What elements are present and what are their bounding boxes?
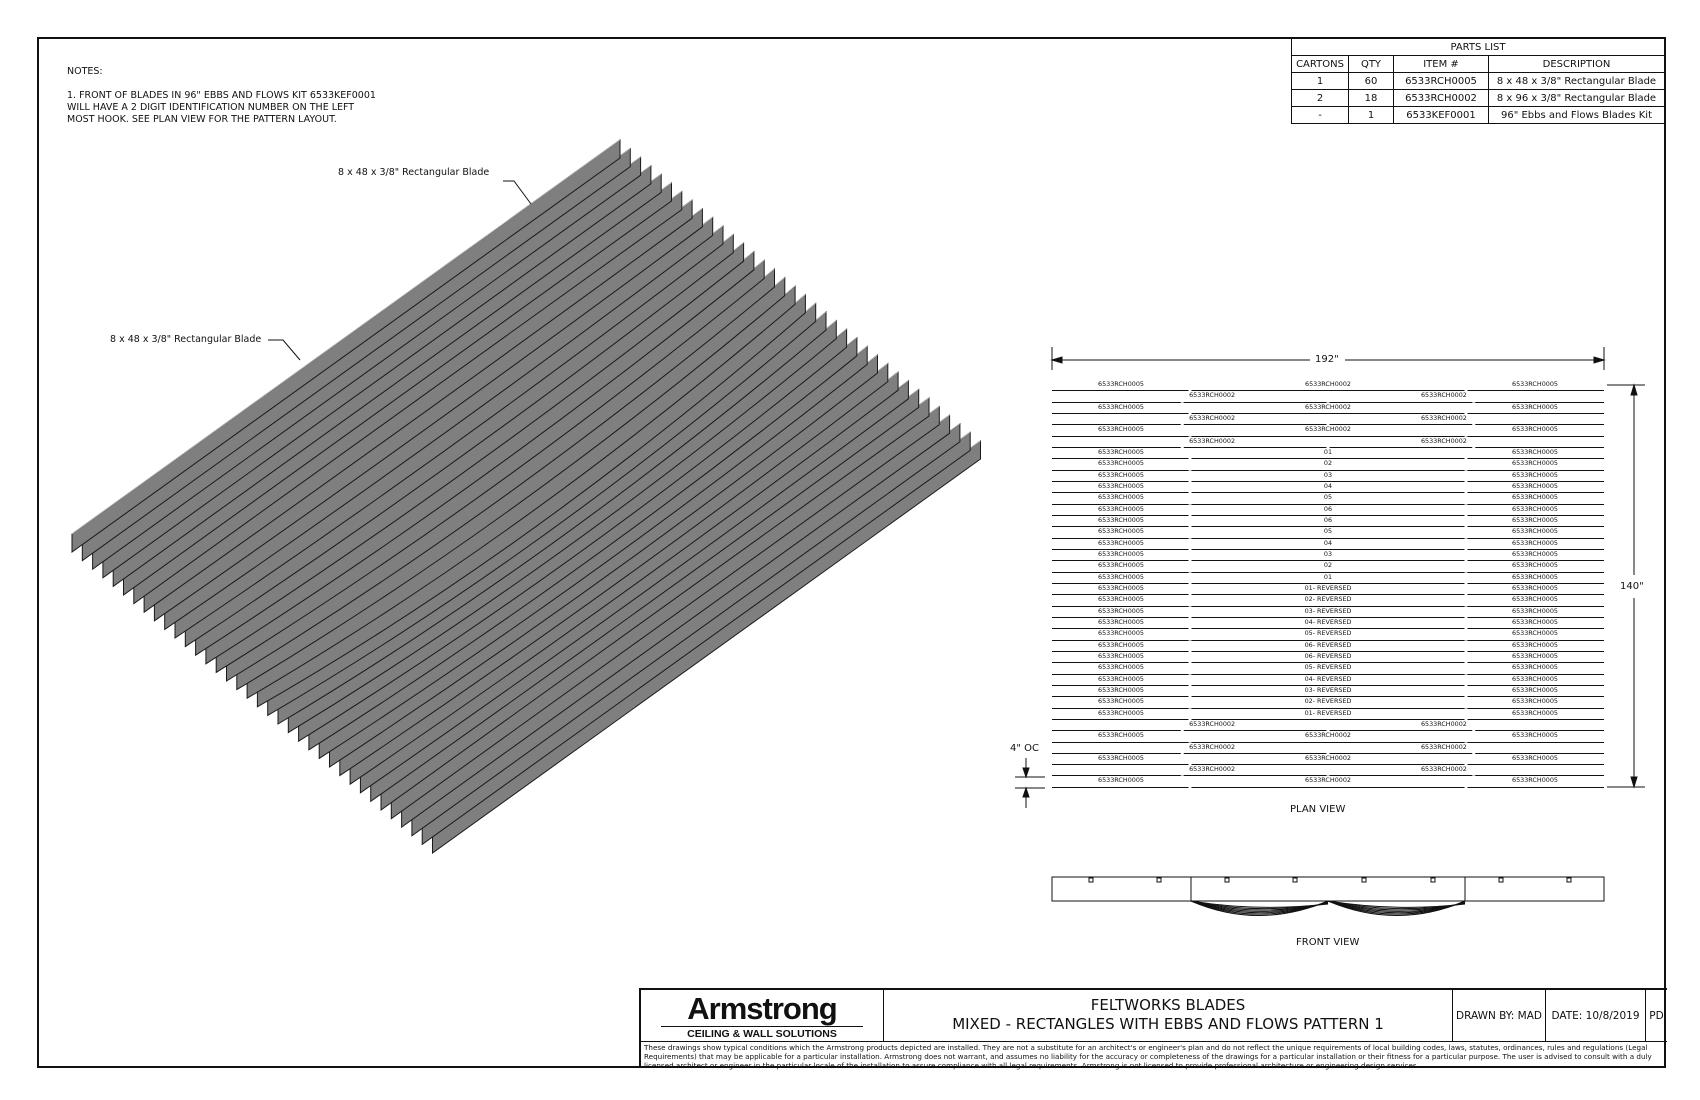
plan-row-label: 6533RCH0005 [1512, 583, 1558, 592]
plan-row-label: 6533RCH0005 [1512, 447, 1558, 456]
plan-row-label: 6533RCH0005 [1098, 651, 1144, 660]
plan-row-label: 6533RCH0005 [1512, 425, 1558, 434]
plan-row-label: 6533RCH0005 [1512, 617, 1558, 626]
plan-row-label: 6533RCH0005 [1098, 402, 1144, 411]
plan-height-dimension: 140" [1620, 581, 1644, 592]
plan-row-label: 6533RCH0002 [1420, 719, 1467, 728]
plan-row-label: 6533RCH0005 [1512, 470, 1558, 479]
plan-row-label: 06- REVERSED [1304, 651, 1352, 660]
title-line-1: FELTWORKS BLADES [1090, 996, 1246, 1014]
plan-row-label: 6533RCH0005 [1098, 481, 1144, 490]
disclaimer: These drawings show typical conditions which the Armstrong products depicted are installed. They are not a substitute for an architect's or engineer's plan and do not reflect the unique requirements of local building codes, laws, statutes, ordinances, rules and regulations (Legal Requirements) that may be applicable for a particular installation. Armstrong does not warrant, and assumes no liability for the accuracy or completeness of the drawings for a particular installation or their fitness for a particular purpose. The user is advised to consult with a duly licensed architect or engineer in the particular locale of the installation to assure compliance with all legal requirements. Armstrong is not licensed to provide professional architecture or engineering design services. [641, 1041, 1667, 1071]
cell: 2 [1292, 90, 1349, 107]
plan-row-label: 05- REVERSED [1304, 629, 1352, 638]
plan-row-label: 01- REVERSED [1304, 708, 1352, 717]
plan-row-label: 6533RCH0005 [1098, 459, 1144, 468]
plan-row-label: 6533RCH0005 [1098, 538, 1144, 547]
plan-row-label: 6533RCH0002 [1305, 380, 1351, 388]
cell: 8 x 96 x 3/8" Rectangular Blade [1489, 90, 1665, 107]
plan-row-label: 6533RCH0002 [1305, 731, 1351, 740]
plan-row-label: 6533RCH0005 [1098, 470, 1144, 479]
plan-row-label: 6533RCH0005 [1098, 561, 1144, 570]
plan-row-label: 6533RCH0005 [1512, 549, 1558, 558]
front-view-label: FRONT VIEW [1296, 937, 1360, 948]
plan-row-label: 6533RCH0002 [1305, 425, 1351, 434]
plan-row-label: 6533RCH0005 [1098, 527, 1144, 536]
plan-row-label: 6533RCH0005 [1098, 708, 1144, 717]
plan-row-label: 6533RCH0005 [1098, 685, 1144, 694]
front-hook [1362, 878, 1366, 882]
plan-row-label: 6533RCH0002 [1305, 402, 1351, 411]
note-line: MOST HOOK. SEE PLAN VIEW FOR THE PATTERN LAYOUT. [67, 114, 337, 125]
plan-width-dimension: 192" [1315, 354, 1339, 365]
plan-row-label: 6533RCH0005 [1512, 380, 1558, 388]
plan-row-label: 01- REVERSED [1304, 583, 1352, 592]
plan-row-label: 6533RCH0005 [1098, 493, 1144, 502]
plan-row-label: 6533RCH0005 [1512, 708, 1558, 717]
logo-wordmark: Armstrong [687, 991, 837, 1026]
plan-row-label: 6533RCH0002 [1305, 753, 1351, 762]
plan-row-label: 6533RCH0005 [1098, 674, 1144, 683]
plan-row-label: 6533RCH0005 [1512, 685, 1558, 694]
plan-row-label: 6533RCH0002 [1189, 765, 1236, 774]
title-block [639, 988, 1667, 1068]
plan-row-label: 6533RCH0005 [1098, 583, 1144, 592]
cell: 6533RCH0005 [1394, 73, 1489, 90]
plan-row-label: 06 [1323, 515, 1333, 524]
plan-row-label: 6533RCH0005 [1512, 595, 1558, 604]
code: PD [1649, 1009, 1664, 1022]
plan-row-label: 6533RCH0005 [1098, 640, 1144, 649]
plan-row-label: 04 [1323, 481, 1333, 490]
plan-row-label: 6533RCH0005 [1098, 753, 1144, 762]
note-line: WILL HAVE A 2 DIGIT IDENTIFICATION NUMBER ON THE LEFT [67, 102, 355, 113]
plan-row-label: 03 [1323, 549, 1333, 558]
col-header: DESCRIPTION [1489, 56, 1665, 73]
plan-row-label: 6533RCH0005 [1512, 731, 1558, 740]
col-header: QTY [1349, 56, 1394, 73]
parts-list-title: PARTS LIST [1292, 39, 1665, 56]
plan-row-label: 6533RCH0005 [1512, 402, 1558, 411]
plan-row-label: 01 [1323, 447, 1333, 456]
plan-row-label: 6533RCH0005 [1098, 515, 1144, 524]
plan-row-label: 04- REVERSED [1304, 617, 1352, 626]
plan-row-label: 6533RCH0002 [1420, 391, 1467, 400]
plan-row-label: 6533RCH0005 [1512, 674, 1558, 683]
plan-view-label: PLAN VIEW [1290, 804, 1346, 815]
note-line: 1. FRONT OF BLADES IN 96" EBBS AND FLOWS KIT 6533KEF0001 [67, 90, 376, 101]
plan-row-label: 6533RCH0005 [1098, 425, 1144, 434]
plan-row-label: 6533RCH0002 [1189, 436, 1236, 445]
callout-left-blade: 8 x 48 x 3/8" Rectangular Blade [110, 334, 262, 345]
plan-row-label: 01 [1323, 572, 1333, 581]
plan-row-label: 6533RCH0002 [1189, 719, 1236, 728]
plan-row-label: 6533RCH0005 [1098, 549, 1144, 558]
front-hook [1157, 878, 1161, 882]
front-hook [1225, 878, 1229, 882]
plan-row-label: 6533RCH0005 [1098, 629, 1144, 638]
date: DATE: 10/8/2019 [1546, 990, 1646, 1041]
plan-row-label: 06- REVERSED [1304, 640, 1352, 649]
plan-row-label: 6533RCH0005 [1512, 515, 1558, 524]
callout-top-blade: 8 x 48 x 3/8" Rectangular Blade [338, 167, 490, 178]
plan-row-label: 02- REVERSED [1304, 697, 1352, 706]
plan-row-label: 02 [1323, 561, 1333, 570]
plan-row-label: 05 [1323, 493, 1333, 502]
cell: 1 [1349, 107, 1394, 124]
plan-row-label: 02 [1323, 459, 1333, 468]
plan-row-label: 6533RCH0002 [1420, 413, 1467, 422]
plan-spacing-dimension: 4" OC [1010, 743, 1039, 754]
plan-row-label: 6533RCH0005 [1512, 572, 1558, 581]
plan-row-label: 6533RCH0005 [1098, 572, 1144, 581]
front-hook [1431, 878, 1435, 882]
front-hook [1089, 878, 1093, 882]
front-hook [1499, 878, 1503, 882]
plan-row-label: 6533RCH0002 [1420, 436, 1467, 445]
plan-row-label: 6533RCH0005 [1512, 697, 1558, 706]
plan-row-label: 6533RCH0005 [1098, 447, 1144, 456]
plan-row-label: 6533RCH0002 [1420, 742, 1467, 751]
plan-row-label: 6533RCH0005 [1512, 481, 1558, 490]
plan-row-label: 6533RCH0005 [1098, 663, 1144, 672]
plan-row-label: 6533RCH0002 [1189, 391, 1236, 400]
plan-row-label: 6533RCH0005 [1512, 776, 1558, 785]
plan-row-label: 03 [1323, 470, 1333, 479]
cell: 96" Ebbs and Flows Blades Kit [1489, 107, 1665, 124]
plan-row-label: 03- REVERSED [1304, 606, 1352, 615]
cell: 6533RCH0002 [1394, 90, 1489, 107]
col-header: ITEM # [1394, 56, 1489, 73]
cell: 1 [1292, 73, 1349, 90]
plan-row-label: 6533RCH0005 [1098, 617, 1144, 626]
logo-subtitle: CEILING & WALL SOLUTIONS [661, 1026, 863, 1040]
col-header: CARTONS [1292, 56, 1349, 73]
plan-row-label: 6533RCH0002 [1189, 413, 1236, 422]
plan-row-label: 03- REVERSED [1304, 685, 1352, 694]
plan-row-label: 6533RCH0002 [1420, 765, 1467, 774]
plan-row-label: 6533RCH0005 [1098, 595, 1144, 604]
front-hook [1567, 878, 1571, 882]
plan-row-label: 6533RCH0005 [1512, 493, 1558, 502]
plan-row-label: 6533RCH0002 [1189, 742, 1236, 751]
plan-row-label: 6533RCH0005 [1098, 380, 1144, 388]
drawing-title [884, 990, 1453, 1041]
plan-row-label: 05 [1323, 527, 1333, 536]
plan-row-label: 6533RCH0005 [1512, 663, 1558, 672]
plan-row-label: 6533RCH0005 [1098, 776, 1144, 785]
cell: 8 x 48 x 3/8" Rectangular Blade [1489, 73, 1665, 90]
plan-row-label: 6533RCH0005 [1512, 504, 1558, 513]
plan-row-label: 04- REVERSED [1304, 674, 1352, 683]
cell: 60 [1349, 73, 1394, 90]
plan-row-label: 6533RCH0005 [1098, 697, 1144, 706]
title-line-2: MIXED - RECTANGLES WITH EBBS AND FLOWS PATTERN 1 [952, 1015, 1384, 1033]
plan-row-label: 6533RCH0005 [1512, 753, 1558, 762]
front-hook [1293, 878, 1297, 882]
plan-row-label: 6533RCH0005 [1512, 629, 1558, 638]
front-blade-rect [1052, 877, 1604, 901]
plan-row-label: 6533RCH0005 [1512, 527, 1558, 536]
armstrong-logo [641, 990, 884, 1041]
plan-row-label: 6533RCH0005 [1512, 561, 1558, 570]
plan-row-label: 04 [1323, 538, 1333, 547]
plan-row-label: 6533RCH0005 [1512, 606, 1558, 615]
plan-row-label: 05- REVERSED [1304, 663, 1352, 672]
plan-row-label: 6533RCH0002 [1305, 776, 1351, 785]
plan-row-label: 06 [1323, 504, 1333, 513]
plan-row-label: 02- REVERSED [1304, 595, 1352, 604]
plan-row-label: 6533RCH0005 [1512, 459, 1558, 468]
plan-row-label: 6533RCH0005 [1512, 640, 1558, 649]
plan-row-label: 6533RCH0005 [1512, 538, 1558, 547]
cell: 6533KEF0001 [1394, 107, 1489, 124]
cell: 18 [1349, 90, 1394, 107]
notes-header: NOTES: [67, 66, 103, 77]
plan-row-label: 6533RCH0005 [1098, 731, 1144, 740]
cell: - [1292, 107, 1349, 124]
drawn-by: DRAWN BY: MAD [1453, 990, 1546, 1041]
plan-row-label: 6533RCH0005 [1098, 504, 1144, 513]
plan-row-label: 6533RCH0005 [1512, 651, 1558, 660]
plan-row-label: 6533RCH0005 [1098, 606, 1144, 615]
